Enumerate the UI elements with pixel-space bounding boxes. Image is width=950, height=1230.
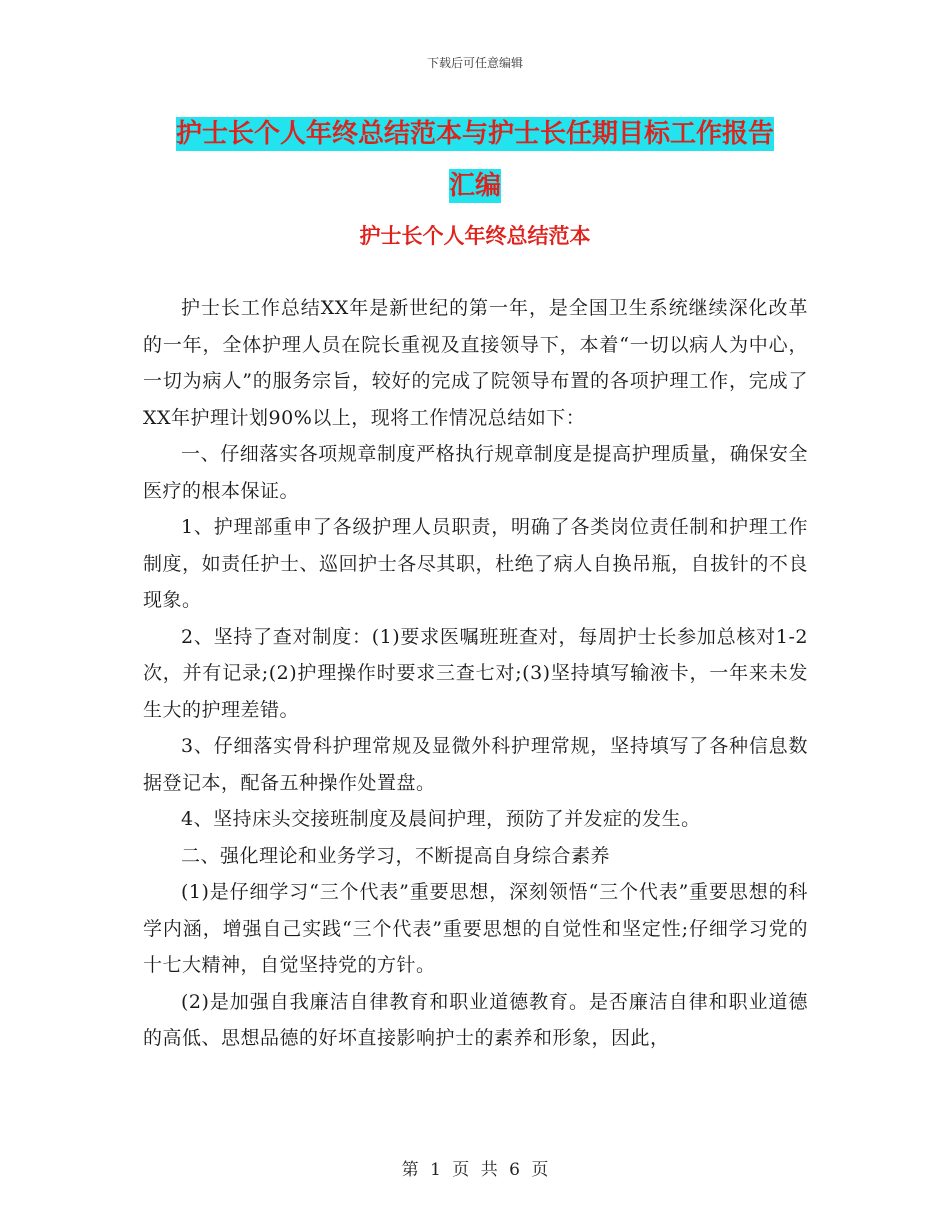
- paragraph: 2、坚持了查对制度：(1)要求医嘱班班查对，每周护士长参加总核对1-2次，并有记录;(2)护理操作时要求三查七对;(3)坚持填写输液卡，一年来未发生大的护理差错。: [143, 625, 808, 721]
- section-title: 护士长个人年终总结范本: [359, 224, 591, 248]
- body-text: [143, 290, 808, 1057]
- paragraph: (1)是仔细学习“三个代表”重要思想，深刻领悟“三个代表”重要思想的科学内涵，增强自己实践“三个代表”重要思想的自觉性和坚定性;仔细学习党的十七大精神，自觉坚持党的方针。: [143, 881, 808, 976]
- paragraph: (2)是加强自我廉洁自律教育和职业道德教育。是否廉洁自律和职业道德的高低、思想品德的好坏直接影响护士的素养和形象，因此，: [143, 990, 808, 1049]
- document-title-line-1: 护士长个人年终总结范本与护士长任期目标工作报告: [175, 119, 774, 149]
- paragraph: 二、强化理论和业务学习，不断提高自身综合素养: [181, 844, 611, 867]
- document-title: [140, 108, 810, 212]
- paragraph: 3、仔细落实骨科护理常规及显微外科护理常规，坚持填写了各种信息数据登记本，配备五种操作处置盘。: [143, 735, 808, 794]
- paragraph: 护士长工作总结XX年是新世纪的第一年，是全国卫生系统继续深化改革的一年，全体护理人员在院长重视及直接领导下，本着“一切以病人为中心，一切为病人”的服务宗旨，较好的完成了院领导布置的各项护理工作，完成了XX年护理计划90%以上，现将工作情况总结如下：: [143, 297, 808, 429]
- paragraph: 一、仔细落实各项规章制度严格执行规章制度是提高护理质量，确保安全医疗的根本保证。: [143, 443, 808, 502]
- paragraph: 4、坚持床头交接班制度及晨间护理，预防了并发症的发生。: [181, 808, 701, 830]
- document-title-line-2: 汇编: [448, 171, 501, 201]
- header-note: 下载后可任意编辑: [426, 56, 523, 70]
- paragraph: 1、护理部重申了各级护理人员职责，明确了各类岗位责任制和护理工作制度，如责任护士、巡回护士各尽其职，杜绝了病人自换吊瓶，自拔针的不良现象。: [143, 516, 808, 611]
- page-number-footer: 第 1 页 共 6 页: [401, 1160, 549, 1180]
